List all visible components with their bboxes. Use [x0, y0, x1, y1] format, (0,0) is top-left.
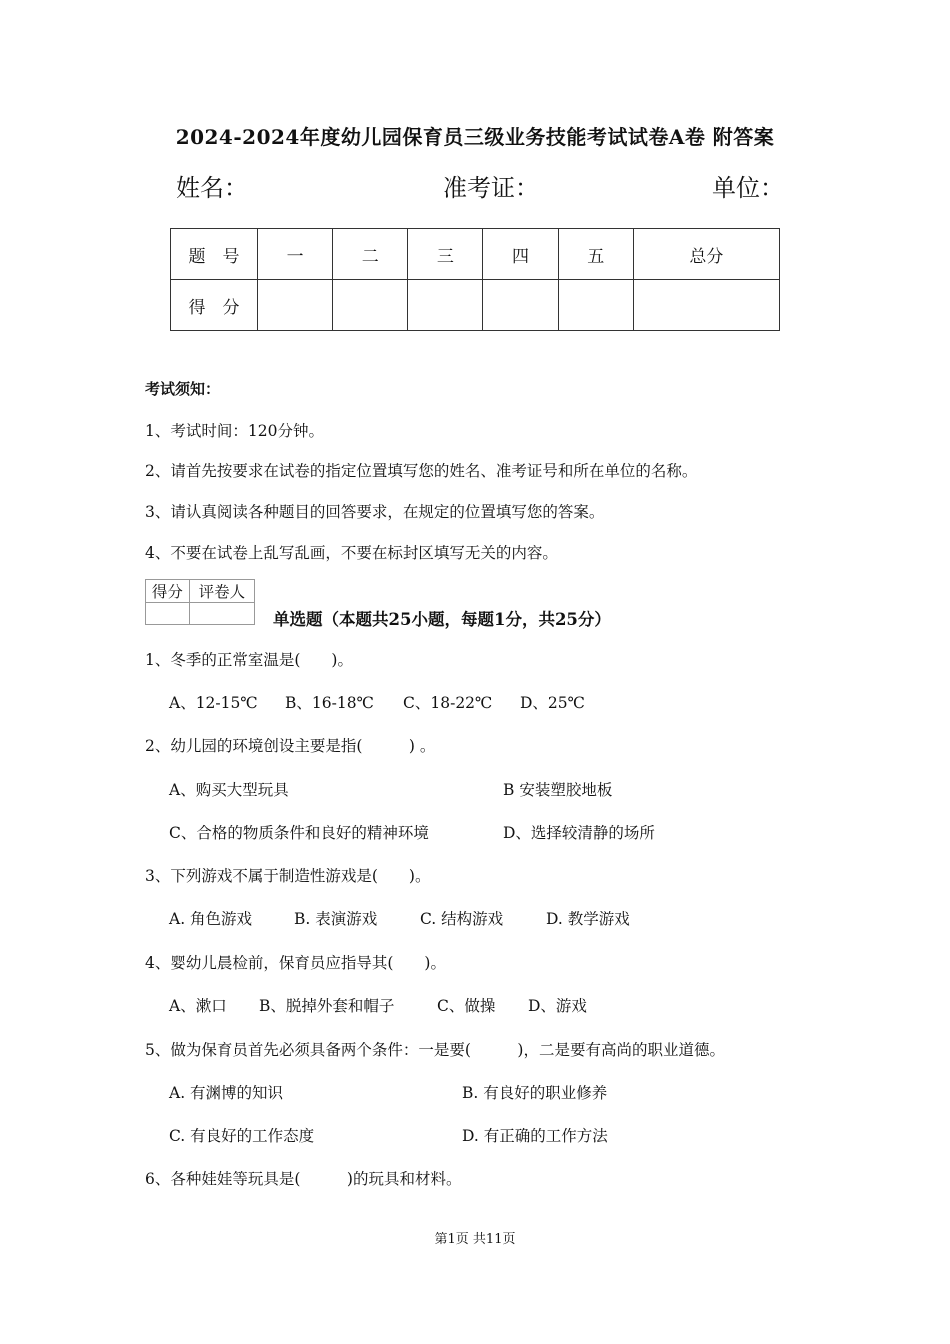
question-stem: 6、各种娃娃等玩具是( )的玩具和材料。: [145, 1170, 462, 1188]
score-row-label: 得 分: [171, 280, 258, 331]
score-table-header-cell: 一: [258, 229, 333, 280]
score-cell[interactable]: [483, 280, 558, 331]
question-option: A、12-15℃: [169, 694, 258, 712]
score-table-header-cell: 五: [558, 229, 633, 280]
section-title: 单选题（本题共25小题，每题1分，共25分）: [273, 610, 611, 629]
score-cell[interactable]: [333, 280, 408, 331]
question-stem: 2、幼儿园的环境创设主要是指( ) 。: [145, 737, 436, 755]
grader-box: [145, 579, 255, 625]
question-option: D、选择较清静的场所: [503, 824, 655, 842]
document-title: 2024-2024年度幼儿园保育员三级业务技能考试试卷A卷 附答案: [175, 125, 775, 149]
name-field-label: 姓名：: [176, 174, 248, 202]
score-table-header-cell: 三: [408, 229, 483, 280]
question-option: D、游戏: [528, 997, 587, 1015]
question-option: B、16-18℃: [285, 694, 374, 712]
question-option: A. 角色游戏: [169, 910, 253, 928]
page-footer: 第1页 共11页: [434, 1232, 516, 1247]
grader-score-cell[interactable]: [146, 603, 190, 625]
notice-item: 1、考试时间：120分钟。: [145, 422, 324, 440]
score-table-header-cell: 四: [483, 229, 558, 280]
notice-item: 3、请认真阅读各种题目的回答要求，在规定的位置填写您的答案。: [145, 503, 605, 521]
question-option: A、购买大型玩具: [169, 781, 289, 799]
question-option: C、18-22℃: [403, 694, 493, 712]
question-stem: 3、下列游戏不属于制造性游戏是( )。: [145, 867, 431, 885]
question-option: D、25℃: [520, 694, 585, 712]
question-option: C、合格的物质条件和良好的精神环境: [169, 824, 429, 842]
notice-heading: 考试须知：: [145, 380, 221, 398]
unit-field-label: 单位：: [712, 174, 784, 202]
question-stem: 5、做为保育员首先必须具备两个条件：一是要( )，二是要有高尚的职业道德。: [145, 1041, 725, 1059]
score-table-header-row: [171, 229, 780, 280]
grader-name-label: 评卷人: [189, 580, 254, 603]
question-option: B. 表演游戏: [294, 910, 378, 928]
score-table: [170, 228, 780, 331]
grader-score-label: 得分: [146, 580, 190, 603]
score-table-header-cell: 总分: [633, 229, 779, 280]
question-stem: 4、婴幼儿晨检前，保育员应指导其( )。: [145, 954, 446, 972]
score-cell[interactable]: [258, 280, 333, 331]
question-option: C. 结构游戏: [420, 910, 504, 928]
exam-id-field-label: 准考证：: [443, 174, 539, 202]
grader-name-cell[interactable]: [189, 603, 254, 625]
score-table-header-cell: 二: [333, 229, 408, 280]
question-option: D. 教学游戏: [546, 910, 630, 928]
score-cell[interactable]: [633, 280, 779, 331]
question-option: A、漱口: [169, 997, 227, 1015]
score-cell[interactable]: [558, 280, 633, 331]
question-option: B、脱掉外套和帽子: [259, 997, 395, 1015]
notice-item: 4、不要在试卷上乱写乱画，不要在标封区填写无关的内容。: [145, 544, 558, 562]
question-option: B. 有良好的职业修养: [462, 1084, 608, 1102]
score-table-score-row: [171, 280, 780, 331]
question-option: A. 有渊博的知识: [169, 1084, 284, 1102]
score-table-header-cell: 题 号: [171, 229, 258, 280]
score-cell[interactable]: [408, 280, 483, 331]
question-option: C、做操: [437, 997, 496, 1015]
notice-item: 2、请首先按要求在试卷的指定位置填写您的姓名、准考证号和所在单位的名称。: [145, 462, 698, 480]
question-option: B 安装塑胶地板: [503, 781, 613, 799]
question-option: C. 有良好的工作态度: [169, 1127, 315, 1145]
question-stem: 1、冬季的正常室温是( )。: [145, 651, 353, 669]
question-option: D. 有正确的工作方法: [462, 1127, 608, 1145]
